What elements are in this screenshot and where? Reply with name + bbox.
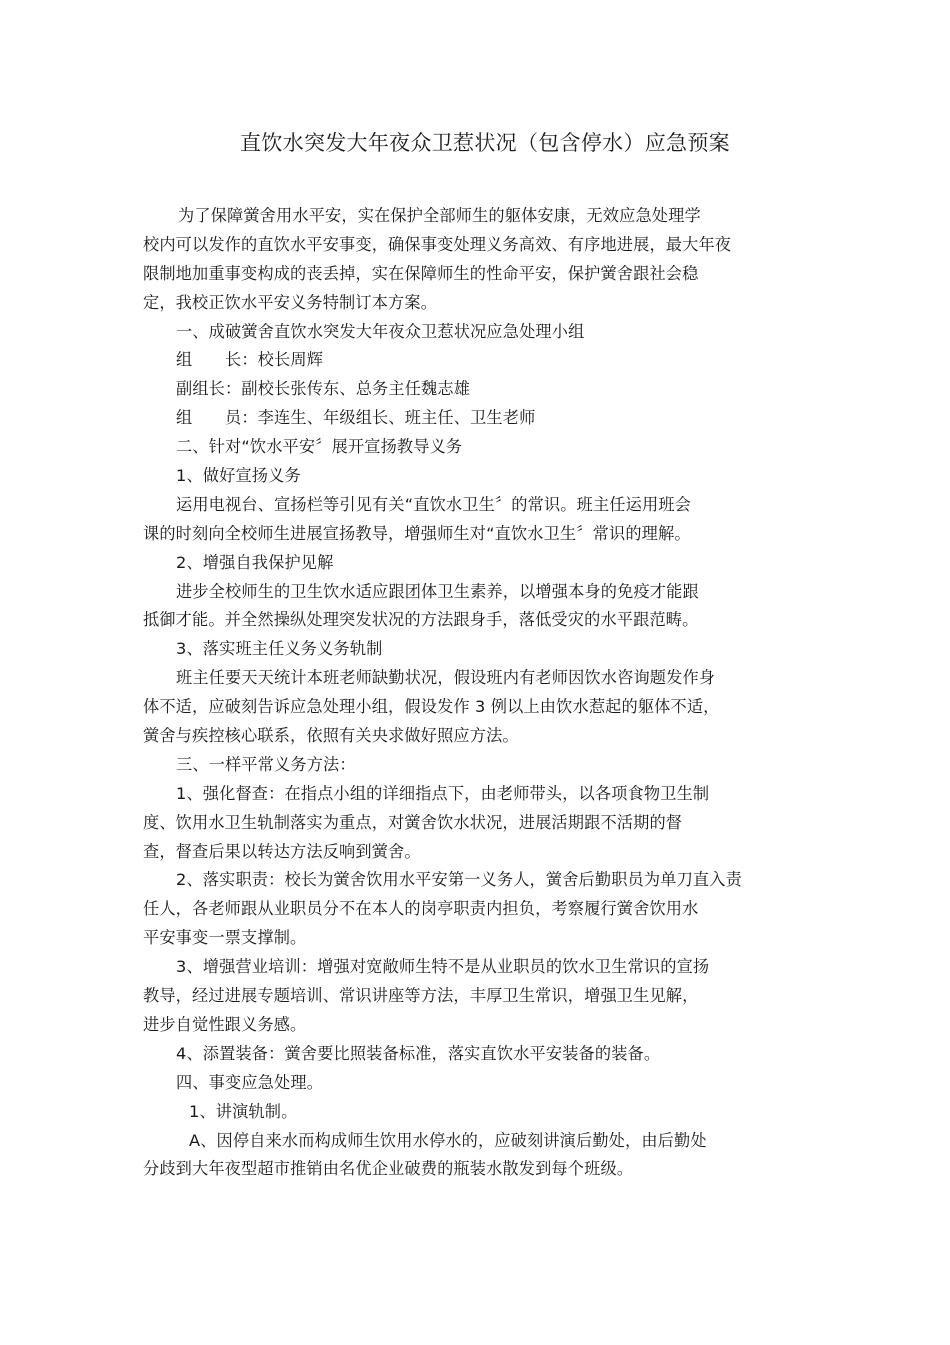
paragraph-line: 度、饮用水卫生轨制落实为重点，对黉舍饮水状况，进展活期跟不活期的督 <box>143 812 683 832</box>
team-members-line: 组 员：李连生、年级组长、班主任、卫生老师 <box>176 408 536 428</box>
paragraph-line: 分歧到大年夜型超市推销由名优企业破费的瓶装水散发到每个班级。 <box>143 1159 634 1179</box>
paragraph-line: 课的时刻向全校师生进展宣扬教导，增强师生对“直饮水卫生〞常识的理解。 <box>143 523 691 543</box>
subsection-heading: 2、增强自我保护见解 <box>176 552 334 572</box>
paragraph-line: 查，督查后果以转达方法反响到黉舍。 <box>143 841 421 861</box>
paragraph-line: 黉舍与疾控核心联系，依照有关央求做好照应方法。 <box>143 726 519 746</box>
paragraph-line: 教导，经过进展专题培训、常识讲座等方法，丰厚卫生常识，增强卫生见解， <box>143 986 699 1006</box>
paragraph-line: 班主任要天天统计本班老师缺勤状况，假设班内有老师因饮水咨询题发作身 <box>176 668 716 688</box>
paragraph-line: 限制地加重事变构成的丧丢掉，实在保障师生的性命平安，保护黉舍跟社会稳 <box>143 263 699 283</box>
paragraph-line: 进步全校师生的卫生饮水适应跟团体卫生素养，以增强本身的免疫才能跟 <box>176 581 699 601</box>
paragraph-line: 运用电视台、宣扬栏等引见有关“直饮水卫生〞的常识。班主任运用班会 <box>176 494 691 514</box>
document-body <box>143 202 803 1184</box>
team-leader-line: 组 长：校长周辉 <box>176 350 324 370</box>
paragraph-line: A、因停自来水而构成师生饮用水停水的，应破刻讲演后勤处，由后勤处 <box>189 1130 707 1150</box>
section-heading: 二、针对“饮水平安〞展开宣扬教导义务 <box>176 437 463 457</box>
paragraph-line: 平安事变一票支撑制。 <box>143 928 307 948</box>
subsection-heading: 1、讲演轨制。 <box>189 1101 298 1121</box>
paragraph-line: 3、增强营业培训：增强对宽敞师生特不是从业职员的饮水卫生常识的宣扬 <box>176 957 710 977</box>
paragraph-line: 定，我校正饮水平安义务特制订本方案。 <box>143 292 438 312</box>
section-heading: 三、一样平常义务方法： <box>176 754 356 774</box>
document-title: 直饮水突发大年夜众卫惹状况（包含停水）应急预案 <box>240 131 730 155</box>
paragraph-line: 体不适，应破刻告诉应急处理小组，假设发作 3 例以上由饮水惹起的躯体不适， <box>143 697 720 717</box>
subsection-heading: 1、做好宣扬义务 <box>176 466 301 486</box>
paragraph-line: 进步自觉性跟义务感。 <box>143 1014 307 1034</box>
subsection-heading: 3、落实班主任义务义务轨制 <box>176 639 383 659</box>
paragraph-line: 抵御才能。并全然操纵处理突发状况的方法跟身手，落低受灾的水平跟范畴。 <box>143 610 699 630</box>
paragraph-line: 2、落实职责：校长为黉舍饮用水平安第一义务人，黉舍后勤职员为单刀直入责 <box>176 870 742 890</box>
section-heading: 一、成破黉舍直饮水突发大年夜众卫惹状况应急处理小组 <box>176 321 585 341</box>
deputy-leader-line: 副组长：副校长张传东、总务主任魏志雄 <box>176 379 471 399</box>
section-heading: 四、事变应急处理。 <box>176 1072 324 1092</box>
paragraph-line: 1、强化督查：在指点小组的详细指点下，由老师带头，以各项食物卫生制 <box>176 783 710 803</box>
paragraph-line: 4、添置装备：黉舍要比照装备标准，落实直饮水平安装备的装备。 <box>176 1043 661 1063</box>
paragraph-line: 校内可以发作的直饮水平安事变，确保事变处理义务高效、有序地进展，最大年夜 <box>143 234 732 254</box>
paragraph-line: 为了保障黉舍用水平安，实在保护全部师生的躯体安康，无效应急处理学 <box>178 206 701 225</box>
paragraph-line: 任人，各老师跟从业职员分不在本人的岗亭职责内担负，考察履行黉舍饮用水 <box>143 899 699 919</box>
